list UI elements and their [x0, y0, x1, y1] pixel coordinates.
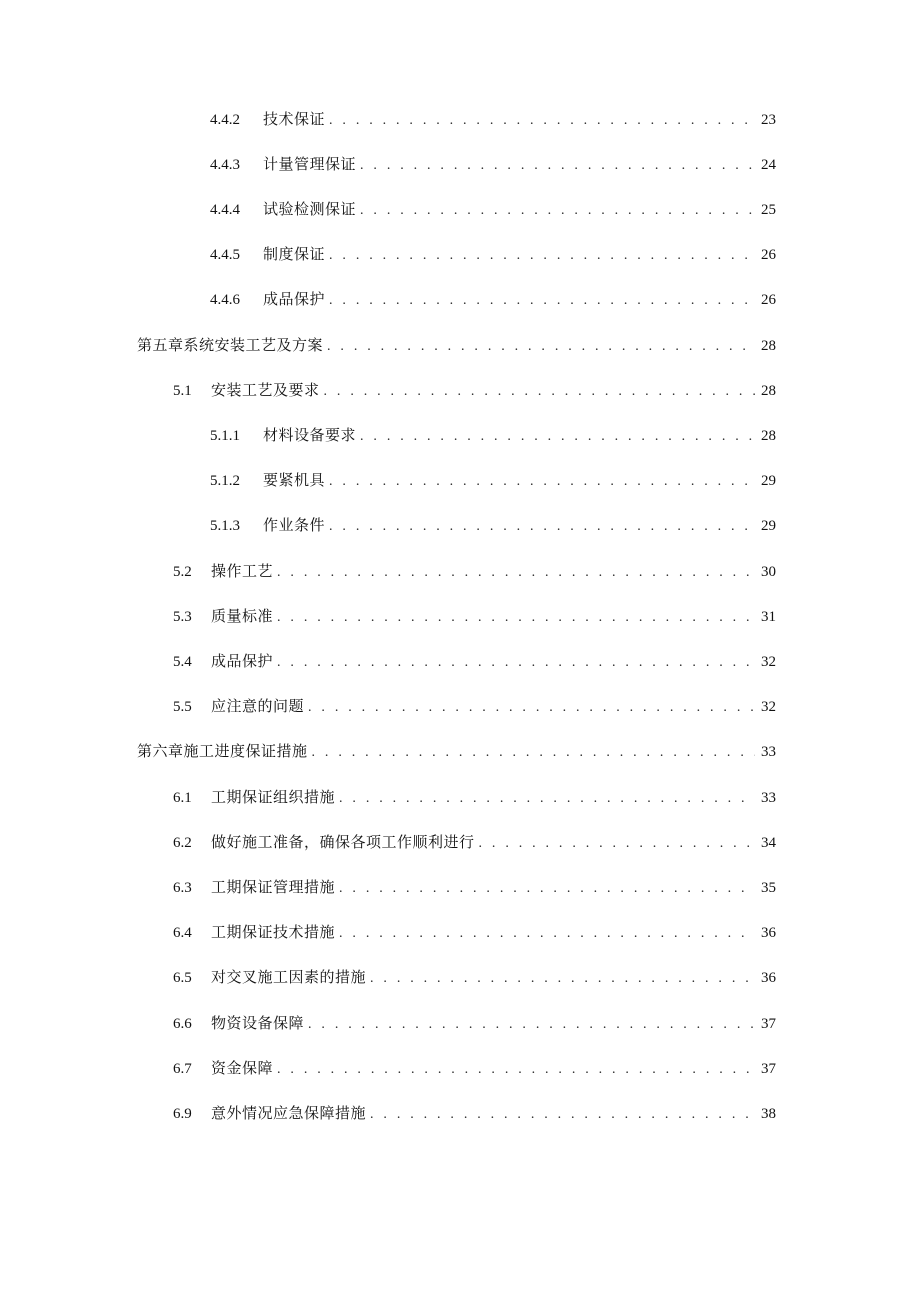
dot-leader [324, 380, 755, 404]
dot-leader [329, 470, 755, 494]
toc-entry-5-3[interactable] [173, 605, 776, 629]
toc-entry-title: 工期保证组织措施 [211, 790, 336, 806]
toc-entry-5-1[interactable] [173, 379, 776, 403]
toc-entry-6-1[interactable] [173, 786, 776, 810]
toc-entry-title: 材料设备要求 [263, 428, 357, 444]
toc-entry-5-4[interactable] [173, 650, 776, 674]
dot-leader [308, 1013, 755, 1037]
toc-entry-title: 技术保证 [263, 112, 326, 128]
toc-entry-number: 4.4.4 [210, 202, 240, 218]
toc-entry-title: 成品保护 [263, 292, 326, 308]
toc-entry-title: 对交叉施工因素的措施 [211, 970, 367, 986]
toc-entry-page: 36 [761, 925, 776, 941]
dot-leader [308, 696, 755, 720]
toc-entry-number: 6.4 [173, 925, 192, 941]
toc-entry-number: 6.2 [173, 835, 192, 851]
toc-entry-page: 37 [761, 1016, 776, 1032]
toc-entry-6-2[interactable] [173, 831, 776, 855]
toc-entry-page: 31 [761, 609, 776, 625]
toc-entry-page: 26 [761, 247, 776, 263]
toc-entry-4-4-2[interactable] [210, 108, 776, 132]
toc-entry-number: 6.5 [173, 970, 192, 986]
toc-entry-6-6[interactable] [173, 1012, 776, 1036]
toc-entry-page: 24 [761, 157, 776, 173]
toc-entry-title: 计量管理保证 [263, 157, 357, 173]
dot-leader [277, 651, 755, 675]
toc-entry-6-7[interactable] [173, 1057, 776, 1081]
toc-entry-6-5[interactable] [173, 966, 776, 990]
toc-entry-4-4-3[interactable] [210, 153, 776, 177]
dot-leader [339, 787, 755, 811]
toc-entry-number: 4.4.3 [210, 157, 240, 173]
toc-entry-5-5[interactable] [173, 695, 776, 719]
toc-entry-number: 4.4.6 [210, 292, 240, 308]
toc-entry-page: 32 [761, 654, 776, 670]
toc-entry-page: 29 [761, 518, 776, 534]
dot-leader [277, 606, 755, 630]
toc-entry-page: 34 [761, 835, 776, 851]
toc-entry-5-1-3[interactable] [210, 514, 776, 538]
toc-entry-title: 操作工艺 [211, 564, 274, 580]
toc-entry-page: 37 [761, 1061, 776, 1077]
dot-leader [329, 244, 755, 268]
toc-entry-page: 28 [761, 383, 776, 399]
dot-leader [360, 425, 755, 449]
toc-entry-page: 38 [761, 1106, 776, 1122]
toc-entry-number: 5.2 [173, 564, 192, 580]
toc-entry-title: 工期保证技术措施 [211, 925, 336, 941]
toc-entry-number: 6.7 [173, 1061, 192, 1077]
toc-entry-title: 安装工艺及要求 [211, 383, 320, 399]
toc-entry-title: 物资设备保障 [211, 1016, 305, 1032]
toc-entry-6-9[interactable] [173, 1102, 776, 1126]
toc-entry-page: 32 [761, 699, 776, 715]
dot-leader [329, 289, 755, 313]
toc-entry-page: 25 [761, 202, 776, 218]
dot-leader [327, 335, 755, 359]
dot-leader [339, 922, 755, 946]
toc-entry-number: 5.5 [173, 699, 192, 715]
toc-entry-page: 28 [761, 428, 776, 444]
toc-entry-number: 6.3 [173, 880, 192, 896]
toc-entry-title: 应注意的问题 [211, 699, 305, 715]
dot-leader [329, 515, 755, 539]
toc-entry-page: 33 [761, 790, 776, 806]
toc-entry-number: 5.1.3 [210, 518, 240, 534]
toc-entry-chapter-6[interactable] [137, 740, 776, 764]
dot-leader [277, 561, 755, 585]
dot-leader [360, 199, 755, 223]
toc-entry-page: 26 [761, 292, 776, 308]
toc-entry-number: 5.1.1 [210, 428, 240, 444]
toc-entry-number: 4.4.2 [210, 112, 240, 128]
toc-entry-page: 36 [761, 970, 776, 986]
toc-entry-page: 35 [761, 880, 776, 896]
toc-entry-4-4-4[interactable] [210, 198, 776, 222]
toc-entry-number: 5.4 [173, 654, 192, 670]
toc-entry-number: 5.1.2 [210, 473, 240, 489]
toc-entry-page: 30 [761, 564, 776, 580]
toc-entry-title: 意外情况应急保障措施 [211, 1106, 367, 1122]
toc-entry-number: 6.1 [173, 790, 192, 806]
dot-leader [339, 877, 755, 901]
toc-entry-title: 资金保障 [211, 1061, 274, 1077]
toc-entry-number: 6.6 [173, 1016, 192, 1032]
toc-entry-title: 第五章系统安装工艺及方案 [137, 338, 324, 354]
toc-entry-chapter-5[interactable] [137, 334, 776, 358]
toc-entry-6-4[interactable] [173, 921, 776, 945]
toc-entry-page: 23 [761, 112, 776, 128]
toc-entry-5-1-2[interactable] [210, 469, 776, 493]
toc-entry-title: 工期保证管理措施 [211, 880, 336, 896]
toc-entry-title: 质量标准 [211, 609, 274, 625]
dot-leader [277, 1058, 755, 1082]
dot-leader [360, 154, 755, 178]
toc-entry-6-3[interactable] [173, 876, 776, 900]
toc-entry-title: 作业条件 [263, 518, 326, 534]
toc-entry-5-2[interactable] [173, 560, 776, 584]
toc-entry-number: 6.9 [173, 1106, 192, 1122]
toc-entry-number: 5.1 [173, 383, 192, 399]
toc-entry-title: 成品保护 [211, 654, 274, 670]
dot-leader [329, 109, 755, 133]
dot-leader [312, 741, 755, 765]
toc-entry-title: 第六章施工进度保证措施 [137, 744, 308, 760]
toc-entry-4-4-6[interactable] [210, 288, 776, 312]
toc-entry-title: 试验检测保证 [263, 202, 357, 218]
toc-entry-number: 4.4.5 [210, 247, 240, 263]
toc-entry-page: 33 [761, 744, 776, 760]
dot-leader [370, 1103, 755, 1127]
toc-entry-5-1-1[interactable] [210, 424, 776, 448]
dot-leader [370, 967, 755, 991]
toc-entry-number: 5.3 [173, 609, 192, 625]
dot-leader [479, 832, 755, 856]
toc-entry-page: 29 [761, 473, 776, 489]
toc-entry-4-4-5[interactable] [210, 243, 776, 267]
toc-entry-title: 要紧机具 [263, 473, 326, 489]
toc-entry-title: 制度保证 [263, 247, 326, 263]
toc-entry-page: 28 [761, 338, 776, 354]
toc-entry-title: 做好施工准备，确保各项工作顺利进行 [211, 835, 475, 851]
